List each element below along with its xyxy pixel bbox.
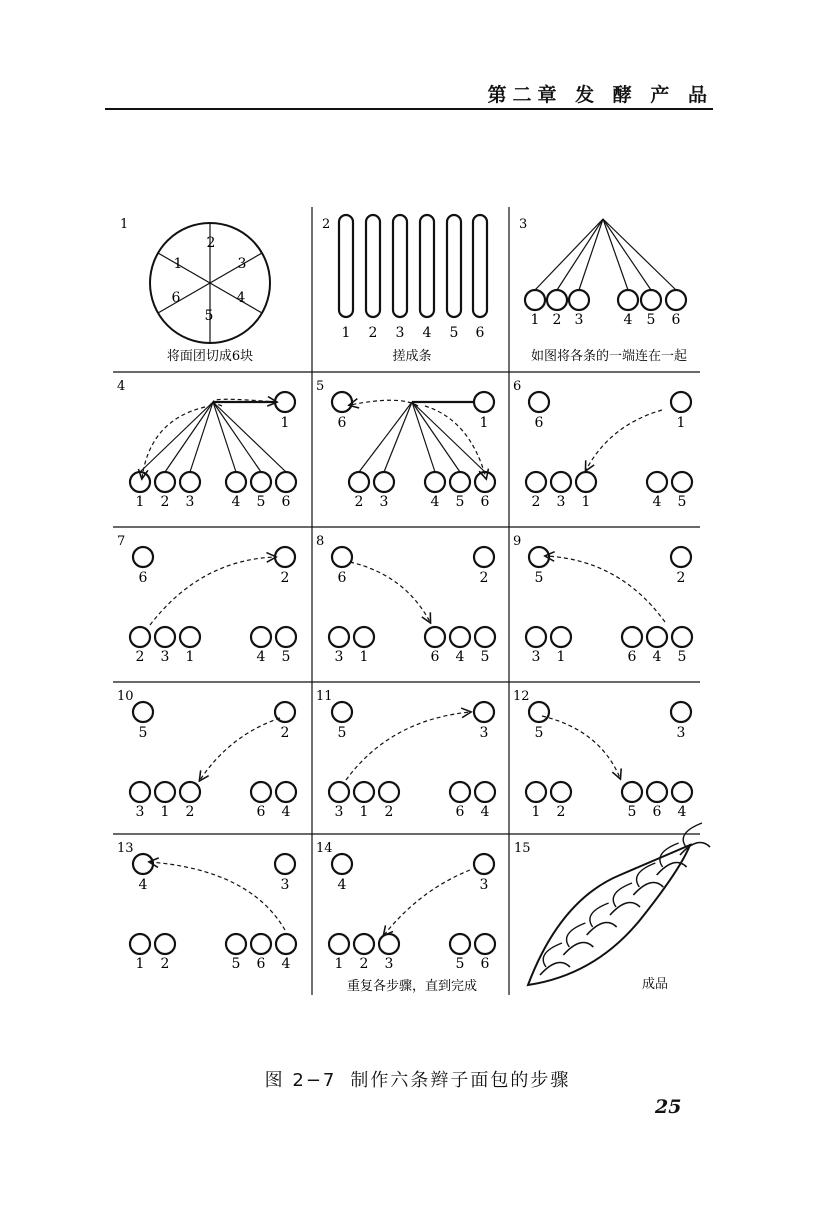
strand-label: 1	[479, 415, 489, 431]
dough-strand-end	[354, 934, 374, 954]
dough-strand-end	[672, 627, 692, 647]
dough-strand-end	[526, 627, 546, 647]
strand-label: 6	[475, 325, 485, 341]
dough-strand-end	[276, 472, 296, 492]
dough-strand-end	[332, 702, 352, 722]
dough-strand-end	[332, 392, 352, 412]
strand-label: 1	[359, 649, 369, 665]
strand-label: 5	[677, 649, 687, 665]
move-arrow	[350, 400, 418, 406]
strand-label: 6	[480, 494, 490, 510]
dough-strand	[447, 215, 461, 317]
connector-line	[579, 219, 603, 290]
dough-strand-end	[130, 627, 150, 647]
strand-label: 1	[581, 494, 591, 510]
strand-label: 6	[337, 570, 347, 586]
dough-strand-end	[275, 547, 295, 567]
strand-label: 5	[627, 804, 637, 820]
step-caption: 如图将各条的一端连在一起	[530, 349, 688, 364]
step-number: 1	[120, 217, 129, 232]
connector-line	[603, 219, 628, 290]
cut-line	[210, 253, 262, 283]
strand-label: 3	[531, 649, 541, 665]
strand-label: 2	[676, 570, 686, 586]
connector-line	[603, 219, 651, 290]
strand-label: 1	[135, 956, 145, 972]
dough-strand-end	[251, 472, 271, 492]
dough-strand-end	[329, 782, 349, 802]
strand-label: 6	[534, 415, 544, 431]
strand-label: 4	[677, 804, 687, 820]
dough-strand-end	[349, 472, 369, 492]
dough-strand-end	[551, 627, 571, 647]
strand-label: 3	[280, 877, 290, 893]
connector-line	[384, 402, 412, 472]
dough-strand-end	[672, 472, 692, 492]
connector-line	[535, 219, 603, 290]
step-number: 6	[513, 379, 522, 394]
strand-label: 4	[623, 312, 633, 328]
move-arrow	[142, 407, 205, 478]
strand-label: 6	[652, 804, 662, 820]
dough-strand-end	[647, 627, 667, 647]
dough-strand-end	[180, 627, 200, 647]
strand-label: 2	[185, 804, 195, 820]
dough-strand-end	[672, 782, 692, 802]
dough-strand-end	[474, 392, 494, 412]
strand-label: 2	[384, 804, 394, 820]
dough-strand-end	[622, 627, 642, 647]
dough-strand-end	[526, 782, 546, 802]
dough-strand-end	[526, 472, 546, 492]
dough-strand-end	[529, 392, 549, 412]
strand-label: 5	[256, 494, 266, 510]
step-number: 4	[117, 379, 126, 394]
strand-label: 1	[359, 804, 369, 820]
strand-label: 5	[455, 956, 465, 972]
move-arrow	[346, 712, 470, 780]
step-number: 9	[513, 534, 522, 549]
strand-label: 5	[480, 649, 490, 665]
dough-strand-end	[666, 290, 686, 310]
strand-label: 2	[135, 649, 145, 665]
dough-strand-end	[474, 854, 494, 874]
strand-label: 6	[480, 956, 490, 972]
dough-strand-end	[374, 472, 394, 492]
strand-label: 1	[160, 804, 170, 820]
move-arrow	[546, 556, 665, 622]
step-number: 7	[117, 534, 126, 549]
dough-strand-end	[133, 702, 153, 722]
strand-label: 6	[337, 415, 347, 431]
dough-strand-end	[379, 934, 399, 954]
strand-label: 5	[138, 725, 148, 741]
strand-label: 5	[281, 649, 291, 665]
strand-label: 1	[531, 804, 541, 820]
dough-strand-end	[251, 934, 271, 954]
dough-strand-end	[180, 782, 200, 802]
dough-strand-end	[475, 627, 495, 647]
braid-twist	[660, 843, 679, 867]
strand-label: 3	[676, 725, 686, 741]
dough-strand-end	[576, 472, 596, 492]
strand-label: 1	[334, 956, 344, 972]
strand-label: 2	[206, 235, 216, 251]
dough-strand-end	[180, 472, 200, 492]
move-arrow	[542, 716, 620, 778]
strand-label: 4	[422, 325, 432, 341]
braid-twist	[590, 903, 609, 927]
step-caption: 搓成条	[392, 349, 432, 364]
step-number: 3	[519, 217, 528, 232]
step-number: 13	[117, 841, 134, 856]
braid-twist	[683, 823, 702, 847]
step-number: 15	[514, 841, 531, 856]
dough-strand-end	[329, 934, 349, 954]
strand-label: 3	[384, 956, 394, 972]
strand-label: 5	[646, 312, 656, 328]
dough-strand-end	[450, 782, 470, 802]
dough-strand-end	[569, 290, 589, 310]
strand-label: 4	[652, 494, 662, 510]
caption-number: 图 2−7	[264, 1070, 337, 1091]
strand-label: 6	[171, 290, 181, 306]
dough-strand	[366, 215, 380, 317]
strand-label: 4	[455, 649, 465, 665]
strand-label: 3	[334, 649, 344, 665]
strand-label: 2	[531, 494, 541, 510]
dough-strand-end	[155, 472, 175, 492]
strand-label: 5	[455, 494, 465, 510]
dough-strand-end	[130, 934, 150, 954]
strand-label: 4	[256, 649, 266, 665]
strand-label: 6	[627, 649, 637, 665]
dough-strand-end	[155, 934, 175, 954]
strand-label: 6	[256, 956, 266, 972]
dough-strand-end	[474, 547, 494, 567]
strand-label: 5	[534, 725, 544, 741]
dough-strand-end	[354, 627, 374, 647]
dough-strand-end	[525, 290, 545, 310]
dough-strand-end	[133, 854, 153, 874]
strand-label: 1	[556, 649, 566, 665]
step-number: 5	[316, 379, 325, 394]
move-arrow	[150, 862, 285, 930]
dough-strand-end	[671, 702, 691, 722]
chapter-title: 第二章 发 酵 产 品	[487, 84, 713, 106]
dough-strand-end	[671, 392, 691, 412]
dough-strand-end	[474, 702, 494, 722]
dough-strand	[420, 215, 434, 317]
braid-twist	[567, 923, 586, 947]
dough-strand-end	[275, 392, 295, 412]
strand-label: 5	[449, 325, 459, 341]
dough-strand-end	[130, 782, 150, 802]
dough-strand-end	[251, 627, 271, 647]
strand-label: 3	[237, 256, 247, 272]
connector-line	[603, 219, 676, 290]
strand-label: 1	[341, 325, 351, 341]
dough-strand-end	[647, 472, 667, 492]
strand-label: 3	[135, 804, 145, 820]
dough-strand-end	[551, 782, 571, 802]
page-number: 25	[655, 1096, 682, 1118]
step-number: 12	[513, 689, 530, 704]
step-caption: 重复各步骤，直到完成	[346, 979, 478, 994]
dough-strand-end	[251, 782, 271, 802]
dough-strand-end	[354, 782, 374, 802]
strand-label: 2	[280, 570, 290, 586]
dough-strand-end	[226, 472, 246, 492]
strand-label: 2	[479, 570, 489, 586]
dough-strand-end	[475, 472, 495, 492]
strand-label: 2	[552, 312, 562, 328]
strand-label: 5	[677, 494, 687, 510]
dough-strand-end	[551, 472, 571, 492]
strand-label: 2	[556, 804, 566, 820]
dough-strand-end	[276, 627, 296, 647]
strand-label: 3	[479, 877, 489, 893]
dough-strand-end	[130, 472, 150, 492]
dough-strand-end	[647, 782, 667, 802]
strand-label: 2	[280, 725, 290, 741]
dough-strand-end	[379, 782, 399, 802]
dough-strand-end	[475, 782, 495, 802]
strand-label: 5	[337, 725, 347, 741]
dough-strand-end	[450, 472, 470, 492]
strand-label: 6	[455, 804, 465, 820]
strand-label: 6	[256, 804, 266, 820]
strand-label: 3	[395, 325, 405, 341]
dough-strand-end	[547, 290, 567, 310]
dough-strand-end	[276, 934, 296, 954]
connector-line	[359, 402, 412, 472]
connector-line	[213, 402, 261, 472]
caption-text: 制作六条辫子面包的步骤	[350, 1070, 571, 1091]
connector-line	[557, 219, 603, 290]
braid-twist	[613, 883, 632, 907]
strand-label: 5	[534, 570, 544, 586]
step-number: 2	[322, 217, 331, 232]
strand-label: 3	[479, 725, 489, 741]
strand-label: 6	[281, 494, 291, 510]
strand-label: 4	[231, 494, 241, 510]
strand-label: 4	[652, 649, 662, 665]
strand-label: 1	[676, 415, 686, 431]
dough-strand-end	[332, 547, 352, 567]
dough-strand-end	[618, 290, 638, 310]
dough-strand-end	[671, 547, 691, 567]
dough-strand-end	[622, 782, 642, 802]
strand-label: 3	[574, 312, 584, 328]
strand-label: 2	[160, 494, 170, 510]
dough-strand-end	[450, 627, 470, 647]
move-arrow	[586, 410, 662, 470]
dough-strand-end	[226, 934, 246, 954]
strand-label: 3	[185, 494, 195, 510]
cut-line	[158, 253, 210, 283]
strand-label: 1	[280, 415, 290, 431]
connector-line	[412, 402, 460, 472]
dough-strand-end	[276, 782, 296, 802]
strand-label: 4	[281, 956, 291, 972]
strand-label: 2	[368, 325, 378, 341]
move-arrow	[150, 557, 275, 625]
step-number: 10	[117, 689, 134, 704]
strand-label: 1	[185, 649, 195, 665]
strand-label: 2	[359, 956, 369, 972]
strand-label: 4	[236, 290, 246, 306]
move-arrow	[425, 406, 486, 478]
dough-strand-end	[425, 627, 445, 647]
strand-label: 4	[281, 804, 291, 820]
step-number: 8	[316, 534, 325, 549]
dough-strand-end	[329, 627, 349, 647]
dough-strand-end	[332, 854, 352, 874]
move-arrow	[384, 870, 470, 935]
figure-caption	[0, 1066, 835, 1092]
strand-label: 6	[138, 570, 148, 586]
strand-label: 3	[334, 804, 344, 820]
dough-strand-end	[155, 782, 175, 802]
move-arrow	[200, 718, 280, 780]
strand-label: 4	[337, 877, 347, 893]
dough-strand-end	[275, 854, 295, 874]
strand-label: 1	[135, 494, 145, 510]
dough-strand	[473, 215, 487, 317]
dough-strand	[393, 215, 407, 317]
strand-label: 1	[173, 256, 183, 272]
strand-label: 5	[204, 308, 214, 324]
step-number: 14	[316, 841, 333, 856]
strand-label: 4	[138, 877, 148, 893]
strand-label: 5	[231, 956, 241, 972]
dough-strand-end	[133, 547, 153, 567]
strand-label: 4	[480, 804, 490, 820]
dough-strand-end	[529, 547, 549, 567]
step-caption: 成品	[641, 977, 669, 992]
cut-line	[158, 283, 210, 313]
strand-label: 3	[379, 494, 389, 510]
strand-label: 1	[530, 312, 540, 328]
strand-label: 3	[556, 494, 566, 510]
strand-label: 4	[430, 494, 440, 510]
step-caption: 将面团切成6块	[166, 349, 254, 364]
strand-label: 2	[160, 956, 170, 972]
dough-strand-end	[450, 934, 470, 954]
dough-strand-end	[641, 290, 661, 310]
dough-strand-end	[529, 702, 549, 722]
strand-label: 3	[160, 649, 170, 665]
dough-strand-end	[475, 934, 495, 954]
strand-label: 6	[430, 649, 440, 665]
dough-strand-end	[155, 627, 175, 647]
step-number: 11	[316, 689, 333, 704]
strand-label: 6	[671, 312, 681, 328]
dough-strand-end	[425, 472, 445, 492]
move-arrow	[350, 562, 430, 622]
dough-strand	[339, 215, 353, 317]
strand-label: 2	[354, 494, 364, 510]
